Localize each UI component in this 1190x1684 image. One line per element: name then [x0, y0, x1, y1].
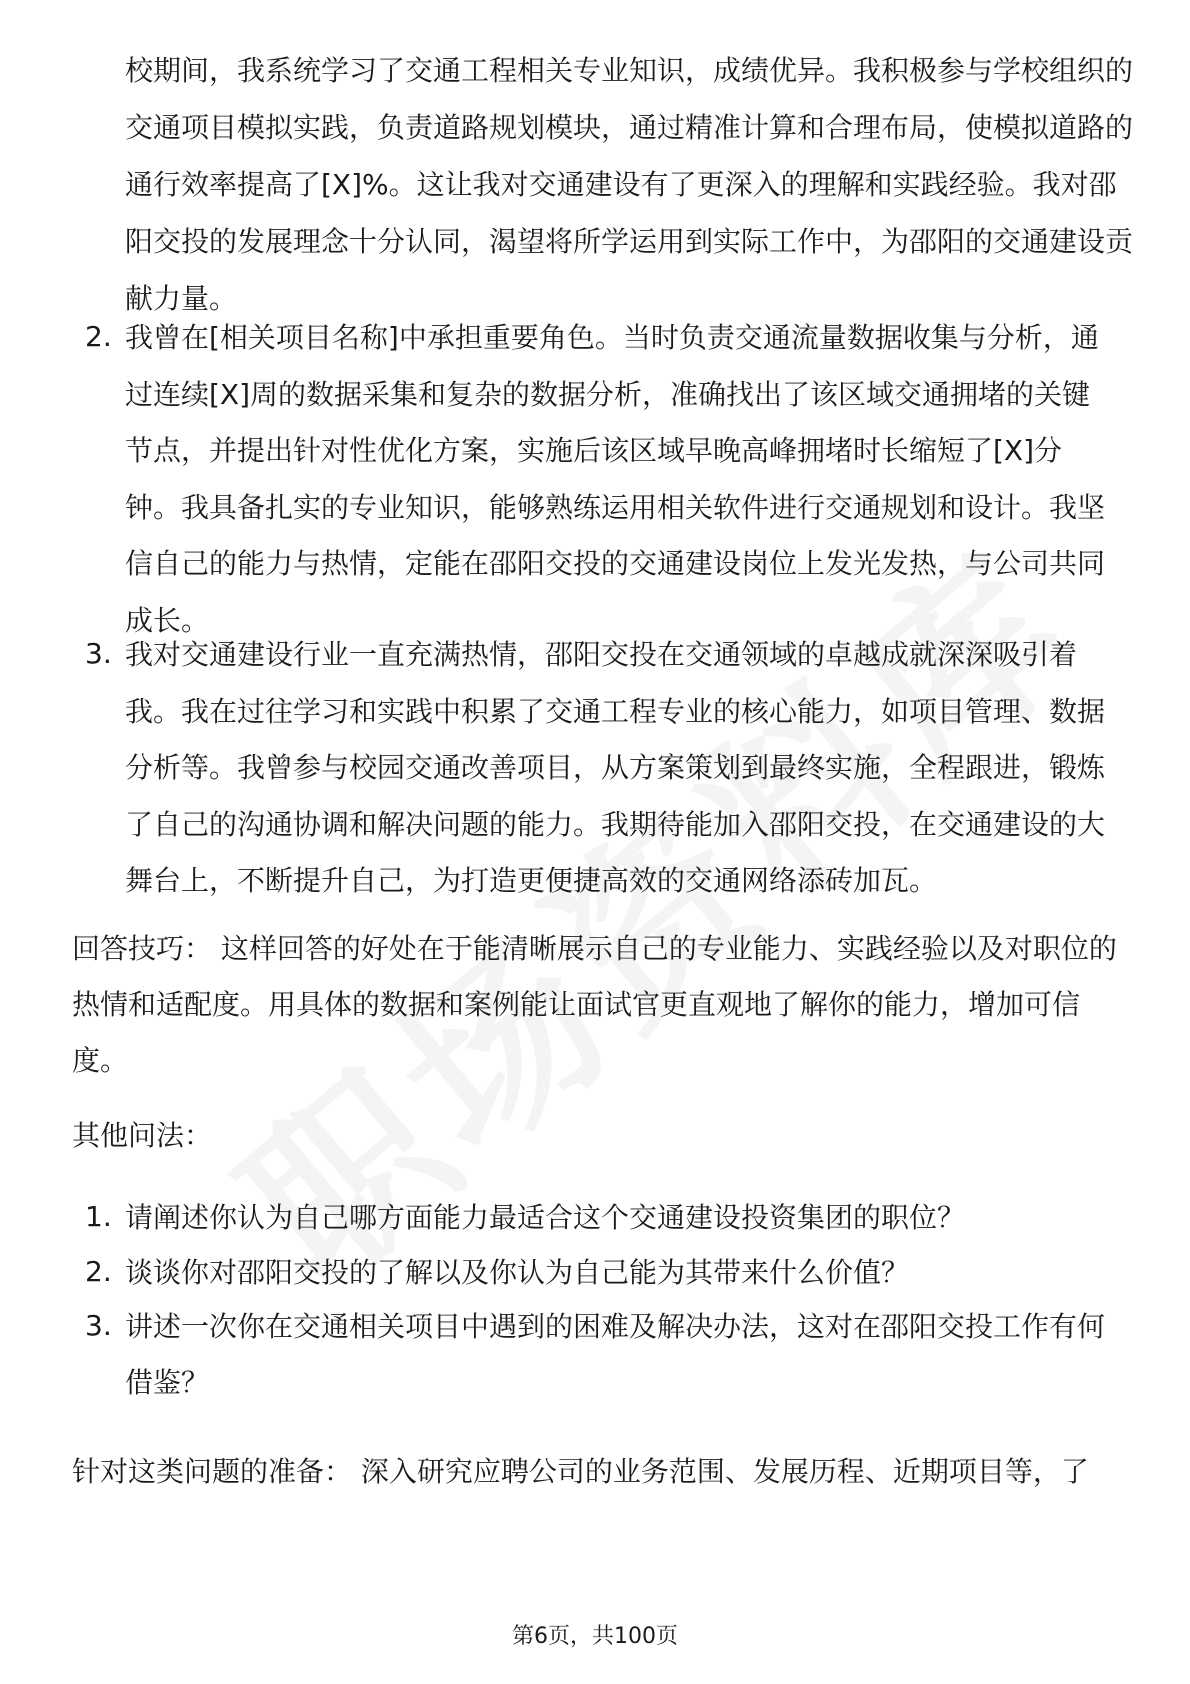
question-text: 讲述一次你在交通相关项目中遇到的困难及解决办法，这对在邵阳交投工作有何借鉴？ [125, 1310, 1106, 1399]
page-number: 第6页，共100页 [512, 1624, 678, 1649]
answer-text: 我对交通建设行业一直充满热情，邵阳交投在交通领域的卓越成就深深吸引着我。我在过往学习和实践中积累了交通工程专业的核心能力，如项目管理、数据分析等。我曾参与校园交通改善项目，从方案策划到最终实施，全程跟进，锻炼了自己的沟通协调和解决问题的能力。我期待能加入邵阳交投，在交通建设的大舞台上，不断提升自己，为打造更便捷高效的交通网络添砖加瓦。 [125, 638, 1106, 897]
question-text: 请阐述你认为自己哪方面能力最适合这个交通建设投资集团的职位？ [125, 1201, 966, 1234]
answer-1-continuation: 校期间，我系统学习了交通工程相关专业知识，成绩优异。我积极参与学校组织的交通项目模拟实践，负责道路规划模块，通过精准计算和合理布局，使模拟道路的通行效率提高了[X]%。这让我对交通建设有了更深入的理解和实践经验。我对邵阳交投的发展理念十分认同，渴望将所学运用到实际工作中，为邵阳的交通建设贡献力量。 [125, 54, 1134, 315]
answer-tips: 回答技巧： 这样回答的好处在于能清晰展示自己的专业能力、实践经验以及对职位的热情和适配度。用具体的数据和案例能让面试官更直观地了解你的能力，增加可信度。 [72, 932, 1117, 1077]
question-text: 谈谈你对邵阳交投的了解以及你认为自己能为其带来什么价值？ [125, 1256, 910, 1289]
question-number: 1. [85, 1200, 112, 1233]
other-questions-heading: 其他问法： [72, 1119, 213, 1152]
preparation-text: 针对这类问题的准备： 深入研究应聘公司的业务范围、发展历程、近期项目等，了 [72, 1455, 1089, 1488]
question-number: 2. [85, 1255, 112, 1288]
answer-text: 我曾在[相关项目名称]中承担重要角色。当时负责交通流量数据收集与分析，通过连续[X]周的数据采集和复杂的数据分析，准确找出了该区域交通拥堵的关键节点，并提出针对性优化方案，实施后该区域早晚高峰拥堵时长缩短了[X]分钟。我具备扎实的专业知识，能够熟练运用相关软件进行交通规划和设计。我坚信自己的能力与热情，定能在邵阳交投的交通建设岗位上发光发热，与公司共同成长。 [125, 321, 1106, 637]
answer-number: 3. [85, 637, 112, 670]
answer-number: 2. [85, 320, 112, 353]
question-number: 3. [85, 1309, 112, 1342]
